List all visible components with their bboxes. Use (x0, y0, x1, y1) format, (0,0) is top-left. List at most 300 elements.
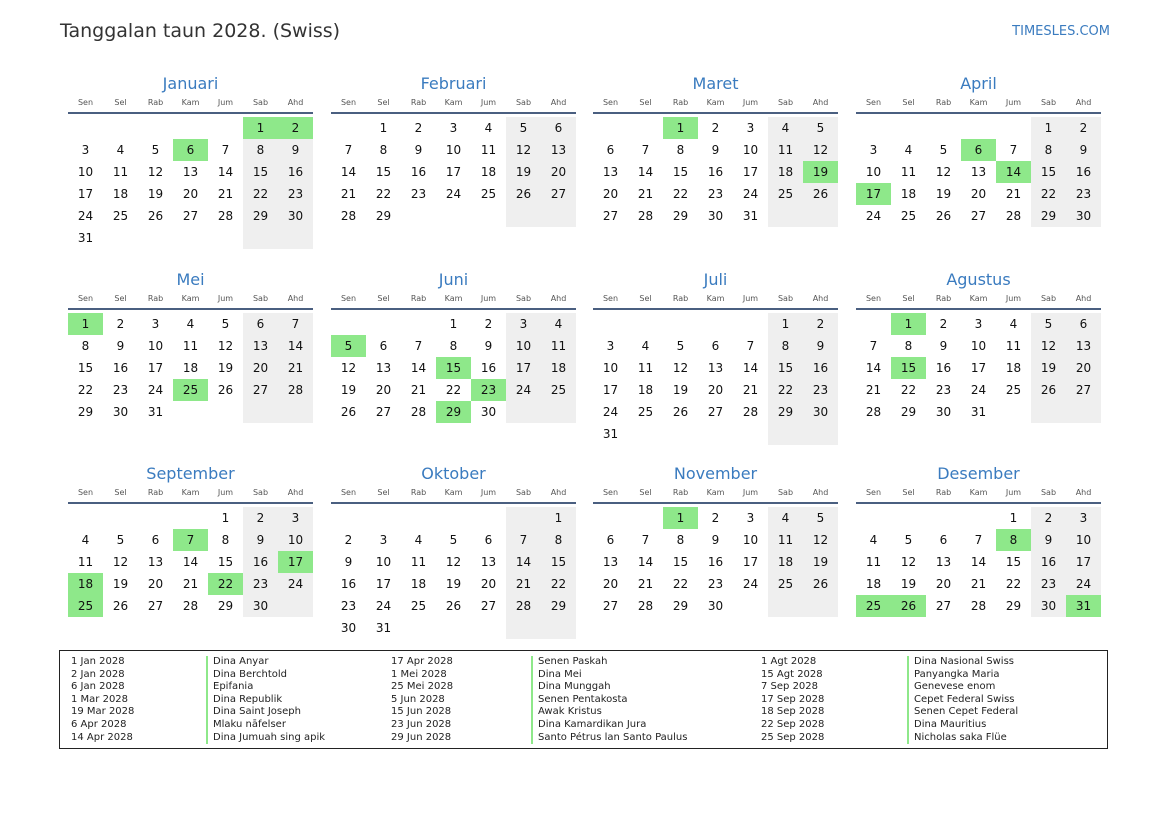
day-cell: 13 (935, 555, 952, 569)
day-cell: 27 (970, 209, 987, 223)
day-cell: 27 (182, 209, 199, 223)
weekday-header (331, 488, 576, 504)
day-cell: 27 (243, 379, 278, 401)
empty-cell (593, 117, 628, 139)
day-cell: 6 (711, 339, 720, 353)
weekday-label: Ahd (550, 98, 567, 107)
holiday-date: 23 Jun 2028 (391, 718, 452, 730)
month-september (68, 464, 313, 617)
day-cell: 6 (484, 533, 493, 547)
day-cell: 25 (637, 405, 654, 419)
day-cell: 31 (375, 621, 392, 635)
weekday-label: Ahd (1075, 98, 1092, 107)
weekday-header (331, 98, 576, 114)
day-cell: 6 (1066, 313, 1101, 335)
day-cell: 4 (869, 533, 878, 547)
day-cell: 23 (707, 187, 724, 201)
day-cell: 11 (480, 143, 497, 157)
weekday-label: Rab (410, 488, 427, 497)
day-cell: 29 (672, 209, 689, 223)
weekday-label: Sen (602, 98, 619, 107)
day-cell: 29 (243, 205, 278, 227)
weekday-label: Sel (377, 294, 390, 303)
day-cell: 11 (112, 165, 129, 179)
empty-cell (506, 205, 541, 227)
day-cell: 6 (939, 533, 948, 547)
day-cell: 22 (1005, 577, 1022, 591)
holiday-cell: 5 (331, 335, 366, 357)
day-cell: 12 (1031, 335, 1066, 357)
day-cell: 2 (243, 507, 278, 529)
day-cell: 25 (900, 209, 917, 223)
day-cell: 12 (803, 529, 838, 551)
day-cell: 13 (602, 165, 619, 179)
day-cell: 1 (221, 511, 230, 525)
holiday-cell: 1 (243, 117, 278, 139)
weekday-label: Sen (77, 98, 94, 107)
day-cell: 30 (480, 405, 497, 419)
empty-cell (891, 117, 926, 139)
day-cell: 16 (340, 577, 357, 591)
empty-cell (401, 313, 436, 335)
month-agustus (856, 270, 1101, 423)
day-cell: 29 (77, 405, 94, 419)
holiday-name: Epifania (206, 681, 325, 694)
day-cell: 13 (182, 165, 199, 179)
empty-cell (891, 507, 926, 529)
day-cell: 26 (506, 183, 541, 205)
holiday-name: Genevese enom (907, 681, 1018, 694)
day-cell: 10 (278, 529, 313, 551)
day-cell: 26 (112, 599, 129, 613)
day-grid (68, 313, 313, 423)
holiday-name: Awak Kristus (531, 706, 687, 719)
day-cell: 25 (112, 209, 129, 223)
day-cell: 11 (637, 361, 654, 375)
day-cell: 14 (340, 165, 357, 179)
empty-cell (331, 117, 366, 139)
day-cell: 10 (742, 533, 759, 547)
holiday-name: Senen Pentakosta (531, 694, 687, 707)
empty-cell (471, 205, 506, 227)
weekday-label: Rab (410, 98, 427, 107)
day-cell: 26 (935, 209, 952, 223)
empty-cell (698, 313, 733, 335)
day-cell: 24 (77, 209, 94, 223)
day-cell: 11 (541, 335, 576, 357)
day-cell: 27 (541, 183, 576, 205)
day-cell: 13 (707, 361, 724, 375)
day-cell: 30 (112, 405, 129, 419)
month-name: April (960, 74, 997, 93)
day-cell: 13 (602, 555, 619, 569)
day-cell: 9 (344, 555, 353, 569)
weekday-label: Sab (515, 488, 532, 497)
empty-cell (103, 227, 138, 249)
day-cell: 4 (904, 143, 913, 157)
day-cell: 14 (278, 335, 313, 357)
day-cell: 3 (606, 339, 615, 353)
weekday-header (856, 488, 1101, 504)
empty-cell (733, 595, 768, 617)
day-grid (593, 313, 838, 445)
holiday-cell: 25 (68, 595, 103, 617)
day-cell: 4 (1009, 317, 1018, 331)
day-cell: 24 (742, 187, 759, 201)
weekday-label: Sel (377, 488, 390, 497)
weekday-label: Kam (969, 488, 988, 497)
day-cell: 17 (375, 577, 392, 591)
holiday-name: Dina Jumuah sing apik (206, 732, 325, 745)
day-cell: 2 (711, 511, 720, 525)
day-cell: 10 (742, 143, 759, 157)
weekday-label: Sab (1040, 488, 1057, 497)
day-cell: 13 (541, 139, 576, 161)
day-cell: 30 (243, 595, 278, 617)
holiday-cell: 1 (68, 313, 103, 335)
holiday-name: Dina Mei (531, 669, 687, 682)
day-cell: 30 (707, 209, 724, 223)
day-cell: 25 (768, 573, 803, 595)
weekday-label: Jum (217, 294, 234, 303)
day-cell: 1 (379, 121, 388, 135)
day-cell: 7 (641, 143, 650, 157)
day-cell: 25 (480, 187, 497, 201)
weekday-label: Kam (181, 294, 200, 303)
empty-cell (278, 401, 313, 423)
holiday-cell: 15 (891, 357, 926, 379)
weekday-label: Kam (181, 488, 200, 497)
day-cell: 7 (1009, 143, 1018, 157)
day-cell: 20 (602, 187, 619, 201)
day-cell: 5 (151, 143, 160, 157)
day-cell: 14 (637, 165, 654, 179)
day-cell: 25 (1005, 383, 1022, 397)
day-cell: 1 (541, 507, 576, 529)
day-cell: 11 (182, 339, 199, 353)
day-cell: 10 (77, 165, 94, 179)
day-cell: 16 (707, 165, 724, 179)
day-cell: 22 (375, 187, 392, 201)
weekday-label: Sel (902, 98, 915, 107)
day-cell: 26 (445, 599, 462, 613)
day-cell: 9 (414, 143, 423, 157)
day-cell: 7 (869, 339, 878, 353)
empty-cell (768, 205, 803, 227)
weekday-label: Rab (935, 488, 952, 497)
day-grid (331, 313, 576, 423)
weekday-label: Sab (252, 98, 269, 107)
day-cell: 26 (1031, 379, 1066, 401)
day-cell: 22 (445, 383, 462, 397)
day-cell: 21 (970, 577, 987, 591)
holiday-cell: 17 (856, 183, 891, 205)
empty-cell (961, 117, 996, 139)
day-cell: 5 (803, 117, 838, 139)
day-cell: 29 (217, 599, 234, 613)
day-cell: 3 (506, 313, 541, 335)
holiday-cell: 15 (436, 357, 471, 379)
day-cell: 23 (340, 599, 357, 613)
weekday-label: Ahd (287, 294, 304, 303)
holiday-date: 19 Mar 2028 (71, 706, 135, 718)
weekday-label: Rab (935, 294, 952, 303)
day-cell: 10 (506, 335, 541, 357)
empty-cell (856, 313, 891, 335)
day-cell: 24 (742, 577, 759, 591)
weekday-label: Kam (181, 98, 200, 107)
day-cell: 6 (243, 313, 278, 335)
day-cell: 28 (865, 405, 882, 419)
day-cell: 21 (637, 187, 654, 201)
holiday-date: 18 Sep 2028 (761, 706, 825, 718)
day-cell: 24 (1066, 573, 1101, 595)
day-cell: 18 (112, 187, 129, 201)
day-cell: 11 (900, 165, 917, 179)
day-cell: 19 (672, 383, 689, 397)
day-cell: 18 (480, 165, 497, 179)
weekday-label: Ahd (812, 98, 829, 107)
day-cell: 1 (768, 313, 803, 335)
day-cell: 12 (147, 165, 164, 179)
holiday-name: Senen Cepet Federal (907, 706, 1018, 719)
weekday-label: Sen (865, 98, 882, 107)
day-cell: 17 (742, 165, 759, 179)
weekday-label: Kam (706, 488, 725, 497)
empty-cell (768, 595, 803, 617)
day-cell: 4 (641, 339, 650, 353)
day-cell: 27 (602, 209, 619, 223)
day-cell: 26 (672, 405, 689, 419)
empty-cell (803, 205, 838, 227)
day-cell: 11 (77, 555, 94, 569)
day-cell: 9 (243, 529, 278, 551)
holiday-name: Dina Munggah (531, 681, 687, 694)
day-cell: 28 (182, 599, 199, 613)
day-cell: 27 (375, 405, 392, 419)
empty-cell (138, 227, 173, 249)
day-cell: 31 (147, 405, 164, 419)
empty-cell (541, 617, 576, 639)
day-cell: 2 (344, 533, 353, 547)
empty-cell (173, 401, 208, 423)
empty-cell (68, 117, 103, 139)
weekday-header (68, 98, 313, 114)
empty-cell (593, 507, 628, 529)
day-cell: 8 (81, 339, 90, 353)
month-februari (331, 74, 576, 227)
day-cell: 15 (672, 165, 689, 179)
day-cell: 4 (116, 143, 125, 157)
holiday-name: Dina Republik (206, 694, 325, 707)
weekday-header (593, 98, 838, 114)
empty-cell (628, 507, 663, 529)
empty-cell (996, 117, 1031, 139)
day-cell: 21 (217, 187, 234, 201)
day-grid (856, 507, 1101, 617)
weekday-label: Sen (340, 98, 357, 107)
weekday-label: Kam (969, 294, 988, 303)
day-grid (68, 117, 313, 249)
day-cell: 1 (1031, 117, 1066, 139)
day-cell: 7 (221, 143, 230, 157)
empty-cell (803, 423, 838, 445)
day-cell: 22 (77, 383, 94, 397)
empty-cell (436, 507, 471, 529)
day-grid (593, 507, 838, 617)
holiday-name: Dina Nasional Swiss (907, 656, 1018, 669)
month-april (856, 74, 1101, 227)
day-cell: 14 (506, 551, 541, 573)
day-cell: 12 (935, 165, 952, 179)
day-cell: 20 (243, 357, 278, 379)
day-cell: 28 (340, 209, 357, 223)
empty-cell (506, 401, 541, 423)
empty-cell (471, 507, 506, 529)
day-cell: 17 (147, 361, 164, 375)
weekday-label: Kam (706, 98, 725, 107)
day-cell: 16 (1031, 551, 1066, 573)
month-juni (331, 270, 576, 423)
site-link[interactable]: TIMESLES.COM (1012, 24, 1110, 39)
weekday-label: Jum (480, 294, 497, 303)
day-cell: 10 (865, 165, 882, 179)
day-cell: 6 (541, 117, 576, 139)
day-cell: 22 (541, 573, 576, 595)
empty-cell (996, 401, 1031, 423)
day-cell: 15 (768, 357, 803, 379)
day-cell: 6 (151, 533, 160, 547)
holiday-cell: 22 (208, 573, 243, 595)
holiday-name: Santo Pétrus lan Santo Paulus (531, 732, 687, 745)
day-cell: 12 (506, 139, 541, 161)
day-cell: 12 (112, 555, 129, 569)
day-cell: 22 (1031, 183, 1066, 205)
day-cell: 24 (445, 187, 462, 201)
holiday-date: 1 Mar 2028 (71, 693, 129, 705)
day-cell: 7 (641, 533, 650, 547)
month-name: Januari (162, 74, 219, 93)
empty-cell (366, 507, 401, 529)
day-cell: 8 (676, 143, 685, 157)
day-cell: 17 (742, 555, 759, 569)
empty-cell (628, 313, 663, 335)
day-cell: 11 (768, 139, 803, 161)
month-name: November (673, 464, 758, 483)
day-cell: 4 (484, 121, 493, 135)
day-cell: 13 (480, 555, 497, 569)
day-cell: 21 (182, 577, 199, 591)
day-cell: 4 (186, 317, 195, 331)
day-cell: 29 (541, 595, 576, 617)
weekday-label: Sab (515, 98, 532, 107)
holiday-name: Dina Mauritius (907, 719, 1018, 732)
day-cell: 11 (410, 555, 427, 569)
day-cell: 22 (900, 383, 917, 397)
day-cell: 7 (344, 143, 353, 157)
day-cell: 3 (449, 121, 458, 135)
holiday-date: 14 Apr 2028 (71, 731, 133, 743)
day-cell: 27 (480, 599, 497, 613)
holiday-name: Dina Saint Joseph (206, 706, 325, 719)
weekday-label: Sel (377, 98, 390, 107)
empty-cell (436, 617, 471, 639)
day-cell: 24 (865, 209, 882, 223)
holiday-date: 25 Sep 2028 (761, 731, 825, 743)
day-cell: 24 (602, 405, 619, 419)
day-cell: 29 (375, 209, 392, 223)
holiday-names-column (907, 656, 1018, 744)
weekday-label: Rab (147, 488, 164, 497)
holiday-cell: 18 (68, 573, 103, 595)
day-cell: 24 (506, 379, 541, 401)
day-cell: 21 (278, 357, 313, 379)
weekday-label: Rab (672, 294, 689, 303)
weekday-label: Sel (639, 488, 652, 497)
day-cell: 3 (746, 511, 755, 525)
empty-cell (733, 313, 768, 335)
empty-cell (331, 313, 366, 335)
holiday-dates-column (761, 656, 824, 744)
day-cell: 19 (112, 577, 129, 591)
day-cell: 11 (865, 555, 882, 569)
weekday-label: Jum (480, 488, 497, 497)
day-cell: 29 (1005, 599, 1022, 613)
day-cell: 15 (375, 165, 392, 179)
day-cell: 17 (506, 357, 541, 379)
day-cell: 27 (935, 599, 952, 613)
day-cell: 15 (672, 555, 689, 569)
day-cell: 23 (243, 573, 278, 595)
day-cell: 16 (480, 361, 497, 375)
day-cell: 2 (803, 313, 838, 335)
day-cell: 20 (480, 577, 497, 591)
day-cell: 18 (541, 357, 576, 379)
day-cell: 29 (1031, 205, 1066, 227)
day-cell: 31 (970, 405, 987, 419)
weekday-label: Ahd (812, 294, 829, 303)
day-cell: 16 (935, 361, 952, 375)
day-cell: 30 (1031, 595, 1066, 617)
holiday-cell: 6 (173, 139, 208, 161)
weekday-label: Ahd (550, 488, 567, 497)
day-cell: 20 (707, 383, 724, 397)
day-cell: 24 (375, 599, 392, 613)
day-cell: 18 (1005, 361, 1022, 375)
weekday-label: Sen (602, 294, 619, 303)
day-cell: 20 (970, 187, 987, 201)
day-cell: 5 (506, 117, 541, 139)
day-cell: 23 (707, 577, 724, 591)
holiday-cell: 26 (891, 595, 926, 617)
day-cell: 19 (506, 161, 541, 183)
day-cell: 4 (768, 507, 803, 529)
day-cell: 12 (900, 555, 917, 569)
day-cell: 16 (410, 165, 427, 179)
day-cell: 30 (340, 621, 357, 635)
empty-cell (506, 507, 541, 529)
empty-cell (173, 227, 208, 249)
weekday-label: Ahd (1075, 488, 1092, 497)
day-cell: 8 (243, 139, 278, 161)
weekday-label: Ahd (812, 488, 829, 497)
day-cell: 21 (340, 187, 357, 201)
day-cell: 8 (676, 533, 685, 547)
day-cell: 15 (77, 361, 94, 375)
weekday-label: Kam (969, 98, 988, 107)
holiday-cell: 1 (663, 507, 698, 529)
day-cell: 19 (900, 577, 917, 591)
